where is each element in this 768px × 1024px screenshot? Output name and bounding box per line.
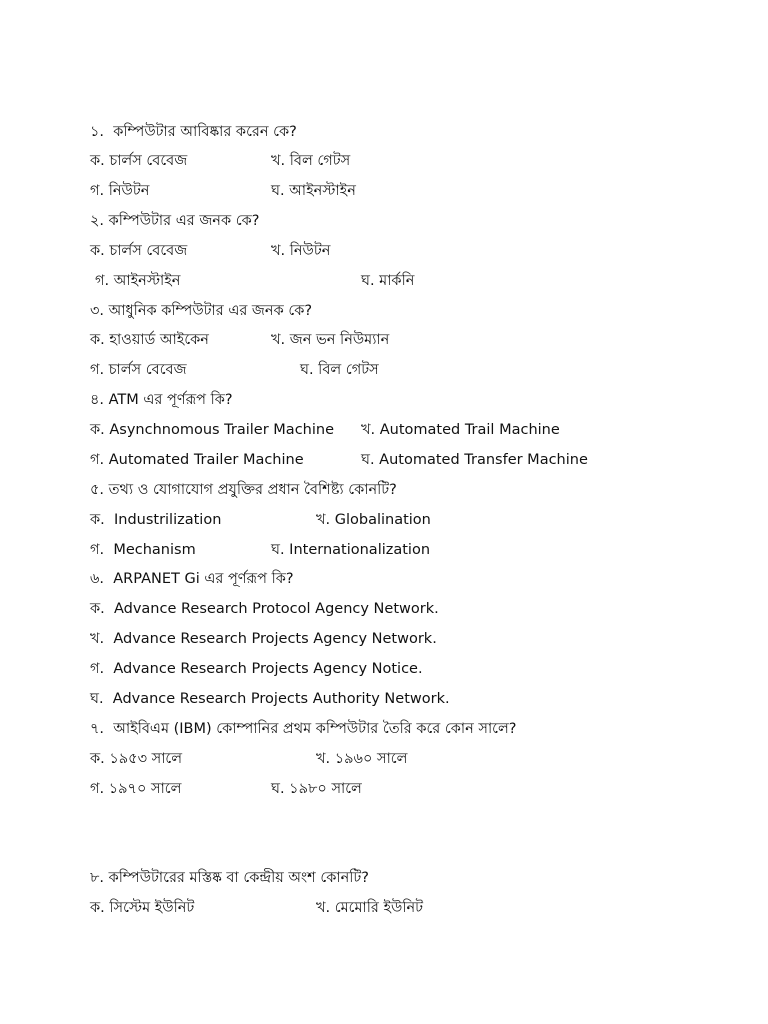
question-3: ৩. আধুনিক কম্পিউটার এর জনক কে? <box>90 303 313 319</box>
q7-option-a: ক. ১৯৫৩ সালে <box>90 751 183 767</box>
q2-option-d: ঘ. মার্কনি <box>361 273 415 289</box>
question-2: ২. কম্পিউটার এর জনক কে? <box>90 213 260 229</box>
question-1: ১. কম্পিউটার আবিষ্কার করেন কে? <box>90 124 297 140</box>
q4-option-b: খ. Automated Trail Machine <box>361 422 560 438</box>
question-8: ৮. কম্পিউটারের মস্তিষ্ক বা কেন্দ্রীয় অংশ কোনটি? <box>90 870 369 886</box>
q3-option-a: ক. হাওয়ার্ড আইকেন <box>90 332 209 348</box>
question-5: ৫. তথ্য ও যোগাযোগ প্রযুক্তির প্রধান বৈশিষ্ট্য কোনটি? <box>90 482 397 498</box>
question-6: ৬. ARPANET Gi এর পূর্ণরূপ কি? <box>90 571 294 587</box>
question-1-options-row-2 <box>90 181 650 201</box>
question-7: ৭. আইবিএম (IBM) কোম্পানির প্রথম কম্পিউটার তৈরি করে কোন সালে? <box>90 721 517 737</box>
question-2-options-row-1 <box>90 241 650 261</box>
q4-option-c: গ. Automated Trailer Machine <box>90 452 304 468</box>
question-7-options-row-2 <box>90 779 650 799</box>
q4-option-d: ঘ. Automated Transfer Machine <box>361 452 588 468</box>
q6-option-b: খ. Advance Research Projects Agency Network. <box>90 631 437 647</box>
question-5-options-row-1 <box>90 510 650 530</box>
q5-option-b: খ. Globalination <box>316 512 431 528</box>
q2-option-b: খ. নিউটন <box>271 243 331 259</box>
question-5-options-row-2 <box>90 540 650 560</box>
q3-option-c: গ. চার্লস বেবেজ <box>90 362 187 378</box>
question-4-options-row-1 <box>90 420 690 440</box>
question-3-options-row-1 <box>90 330 650 350</box>
q1-option-d: ঘ. আইনস্টাইন <box>271 183 356 199</box>
q3-option-d: ঘ. বিল গেটস <box>300 362 379 378</box>
q2-option-a: ক. চার্লস বেবেজ <box>90 243 188 259</box>
question-4-options-row-2 <box>90 450 690 470</box>
q5-option-d: ঘ. Internationalization <box>271 542 431 558</box>
q7-option-b: খ. ১৯৬০ সালে <box>316 751 408 767</box>
q8-option-a: ক. সিস্টেম ইউনিট <box>90 900 195 916</box>
q7-option-d: ঘ. ১৯৮০ সালে <box>271 781 362 797</box>
q1-option-c: গ. নিউটন <box>90 183 150 199</box>
question-8-options-row-1 <box>90 898 650 918</box>
q3-option-b: খ. জন ভন নিউম্যান <box>271 332 390 348</box>
q1-option-a: ক. চার্লস বেবেজ <box>90 153 188 169</box>
q5-option-a: ক. Industrilization <box>90 512 222 528</box>
question-3-options-row-2 <box>90 360 650 380</box>
q4-option-a: ক. Asynchnomous Trailer Machine <box>90 422 334 438</box>
q2-option-c: গ. আইনস্টাইন <box>95 273 181 289</box>
question-4: ৪. ATM এর পূর্ণরূপ কি? <box>90 392 233 408</box>
question-2-options-row-2 <box>90 271 650 291</box>
q1-option-b: খ. বিল গেটস <box>271 153 351 169</box>
q8-option-b: খ. মেমোরি ইউনিট <box>316 900 424 916</box>
q7-option-c: গ. ১৯৭০ সালে <box>90 781 182 797</box>
q6-option-d: ঘ. Advance Research Projects Authority Network. <box>90 691 450 707</box>
q5-option-c: গ. Mechanism <box>90 542 196 558</box>
q6-option-c: গ. Advance Research Projects Agency Notice. <box>90 661 423 677</box>
question-7-options-row-1 <box>90 749 650 769</box>
q6-option-a: ক. Advance Research Protocol Agency Network. <box>90 601 439 617</box>
question-1-options-row-1 <box>90 151 650 171</box>
